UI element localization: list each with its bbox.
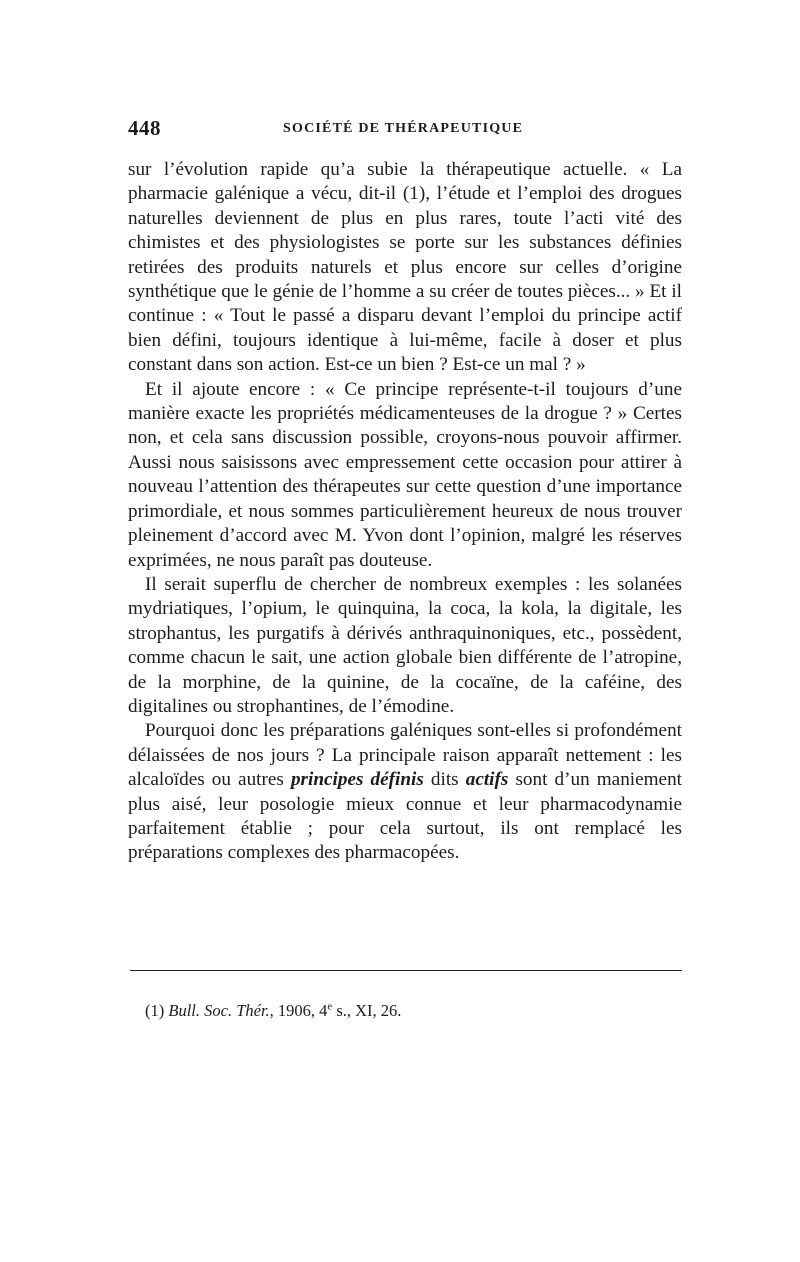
paragraph-4-text-3: sont d’un maniement plus aisé, leur posologie mieux connue et leur pharmacodynamie parfaitement établie ; pour cela surtout, ils ont remplacé les préparations complexes des pharmacopées.: [128, 769, 682, 864]
paragraph-4-text-1: Pourquoi donc les préparations galéniques sont-elles si profondément délaissées de nos jours ? La principale raison apparaît nettement : les alcaloïdes ou autres: [128, 720, 682, 791]
footnote-divider: [130, 970, 682, 971]
page-number: 448: [128, 116, 161, 140]
emphasis-actifs: actifs: [465, 769, 509, 791]
paragraph-4: [128, 719, 682, 865]
emphasis-principes-definis: principes définis: [290, 769, 424, 791]
footnote-series-number: 4: [319, 1001, 328, 1020]
footnote: [145, 1000, 685, 1022]
running-head: [128, 116, 682, 146]
footnote-rest: s., XI, 26.: [332, 1001, 402, 1020]
running-title: SOCIÉTÉ DE THÉRAPEUTIQUE: [283, 121, 524, 136]
paragraph-4-text-2: dits: [423, 769, 466, 791]
paragraph-2: Et il ajoute encore : « Ce principe représente-t-il toujours d’une manière exacte les propriétés médicamenteuses de la drogue ? » Certes non, et cela sans discussion possible, croyons-nous pouvoir affirmer. Aussi nous saisissons avec empressement cette occasion pour attirer à nouveau l’attention des thérapeutes sur cette question d’une importance primordiale, et nous sommes particulièrement heureux de nous trouver pleinement d’accord avec M. Yvon dont l’opinion, malgré les réserves exprimées, ne nous paraît pas douteuse.: [128, 378, 682, 571]
footnote-series-superscript: e: [327, 1000, 333, 1013]
footnote-journal: Bull. Soc. Thér.: [168, 1001, 270, 1020]
footnote-year: , 1906,: [269, 1001, 320, 1020]
paragraph-1: sur l’évolution rapide qu’a subie la thérapeutique actuelle. « La pharmacie galénique a vécu, dit-il (1), l’étude et l’emploi des drogues naturelles deviennent de plus en plus rares, toute l’acti vité des chimistes et des physiologistes se porte sur les substances définies retirées des produits naturels et plus encore sur celles d’origine synthétique que le génie de l’homme a su créer de toutes pièces... » Et il continue : « Tout le passé a disparu devant l’emploi du principe actif bien défini, toujours identique à lui-même, facile à doser et plus constant dans son action. Est-ce un bien ? Est-ce un mal ? »: [128, 159, 682, 376]
body-text: [128, 158, 682, 866]
paragraph-3: Il serait superflu de chercher de nombreux exemples : les solanées mydriatiques, l’opium, le quinquina, la coca, la kola, la digitale, les strophantus, les purgatifs à dérivés anthraquinoniques, etc., possèdent, comme chacun le sait, une action globale bien différente de l’atropine, de la morphine, de la quinine, de la cocaïne, de la caféine, des digitalines ou strophantines, de l’émodine.: [128, 573, 682, 717]
footnote-marker: (1): [145, 1001, 165, 1020]
